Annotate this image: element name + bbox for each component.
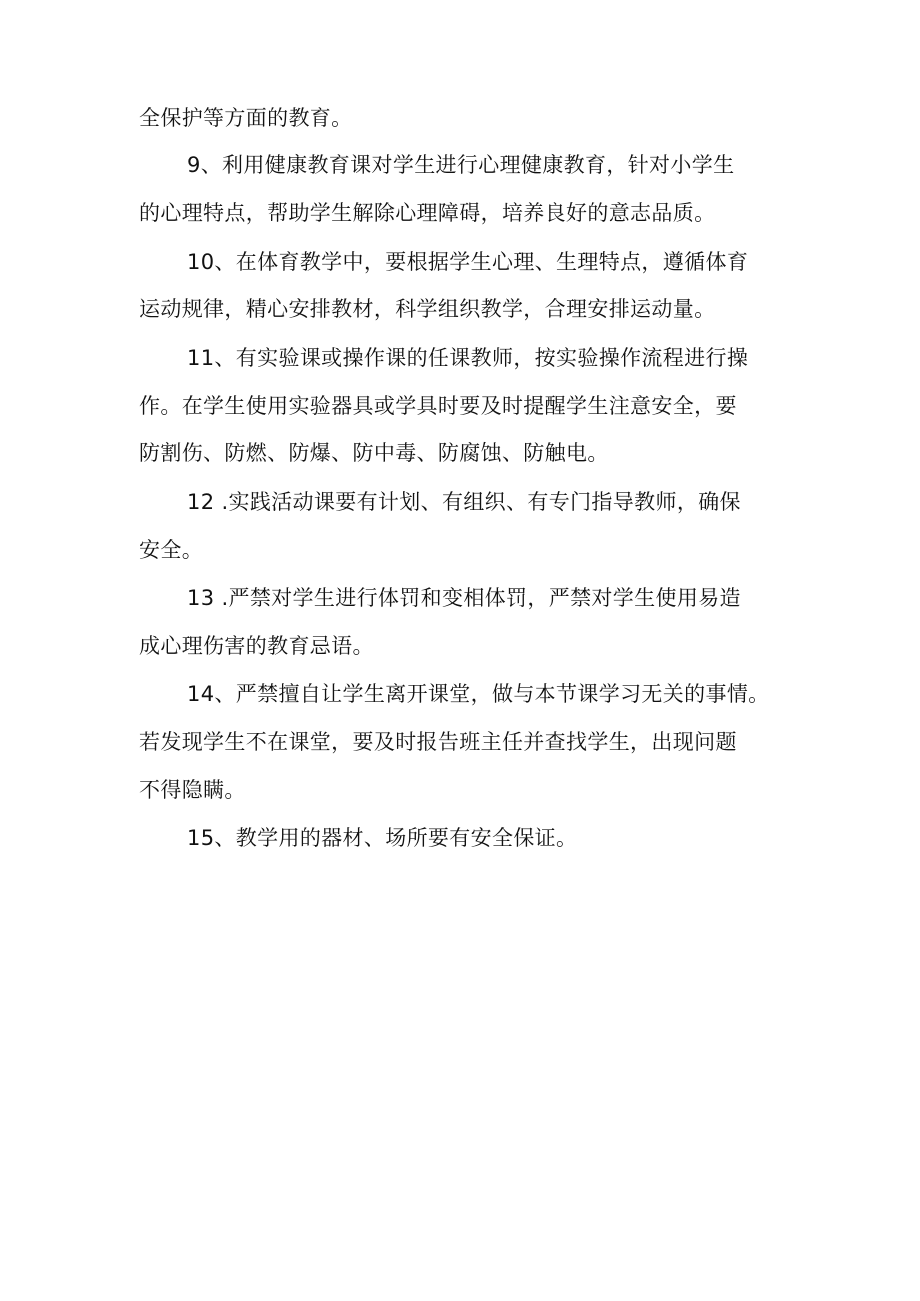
paragraph-9-line-2: 的心理特点，帮助学生解除心理障碍，培养良好的意志品质。 (139, 201, 716, 225)
paragraph-13-line-2: 成心理伤害的教育忌语。 (139, 634, 374, 658)
paragraph-10-line-1: 10、在体育教学中，要根据学生心理、生理特点，遵循体育 (187, 250, 749, 274)
paragraph-9-line-1: 9、利用健康教育课对学生进行心理健康教育，针对小学生 (187, 153, 735, 177)
paragraph-15-line-1: 15、教学用的器材、场所要有安全保证。 (187, 826, 578, 850)
paragraph-14-line-1: 14、严禁擅自让学生离开课堂，做与本节课学习无关的事情。 (187, 682, 770, 706)
paragraph-13-line-1: 13 .严禁对学生进行体罚和变相体罚，严禁对学生使用易造 (187, 586, 741, 610)
paragraph-12-line-2: 安全。 (139, 538, 204, 562)
paragraph-11-line-3: 防割伤、防燃、防爆、防中毒、防腐蚀、防触电。 (139, 441, 609, 465)
paragraph-12-line-1: 12 .实践活动课要有计划、有组织、有专门指导教师，确保 (187, 490, 741, 514)
paragraph-11-line-2: 作。在学生使用实验器具或学具时要及时提醒学生注意安全，要 (139, 394, 737, 418)
paragraph-14-line-3: 不得隐瞒。 (139, 778, 246, 802)
text-line: 全保护等方面的教育。 (139, 106, 353, 130)
paragraph-10-line-2: 运动规律，精心安排教材，科学组织教学，合理安排运动量。 (139, 297, 716, 321)
paragraph-11-line-1: 11、有实验课或操作课的任课教师，按实验操作流程进行操 (187, 346, 749, 370)
paragraph-14-line-2: 若发现学生不在课堂，要及时报告班主任并查找学生，出现问题 (139, 730, 737, 754)
